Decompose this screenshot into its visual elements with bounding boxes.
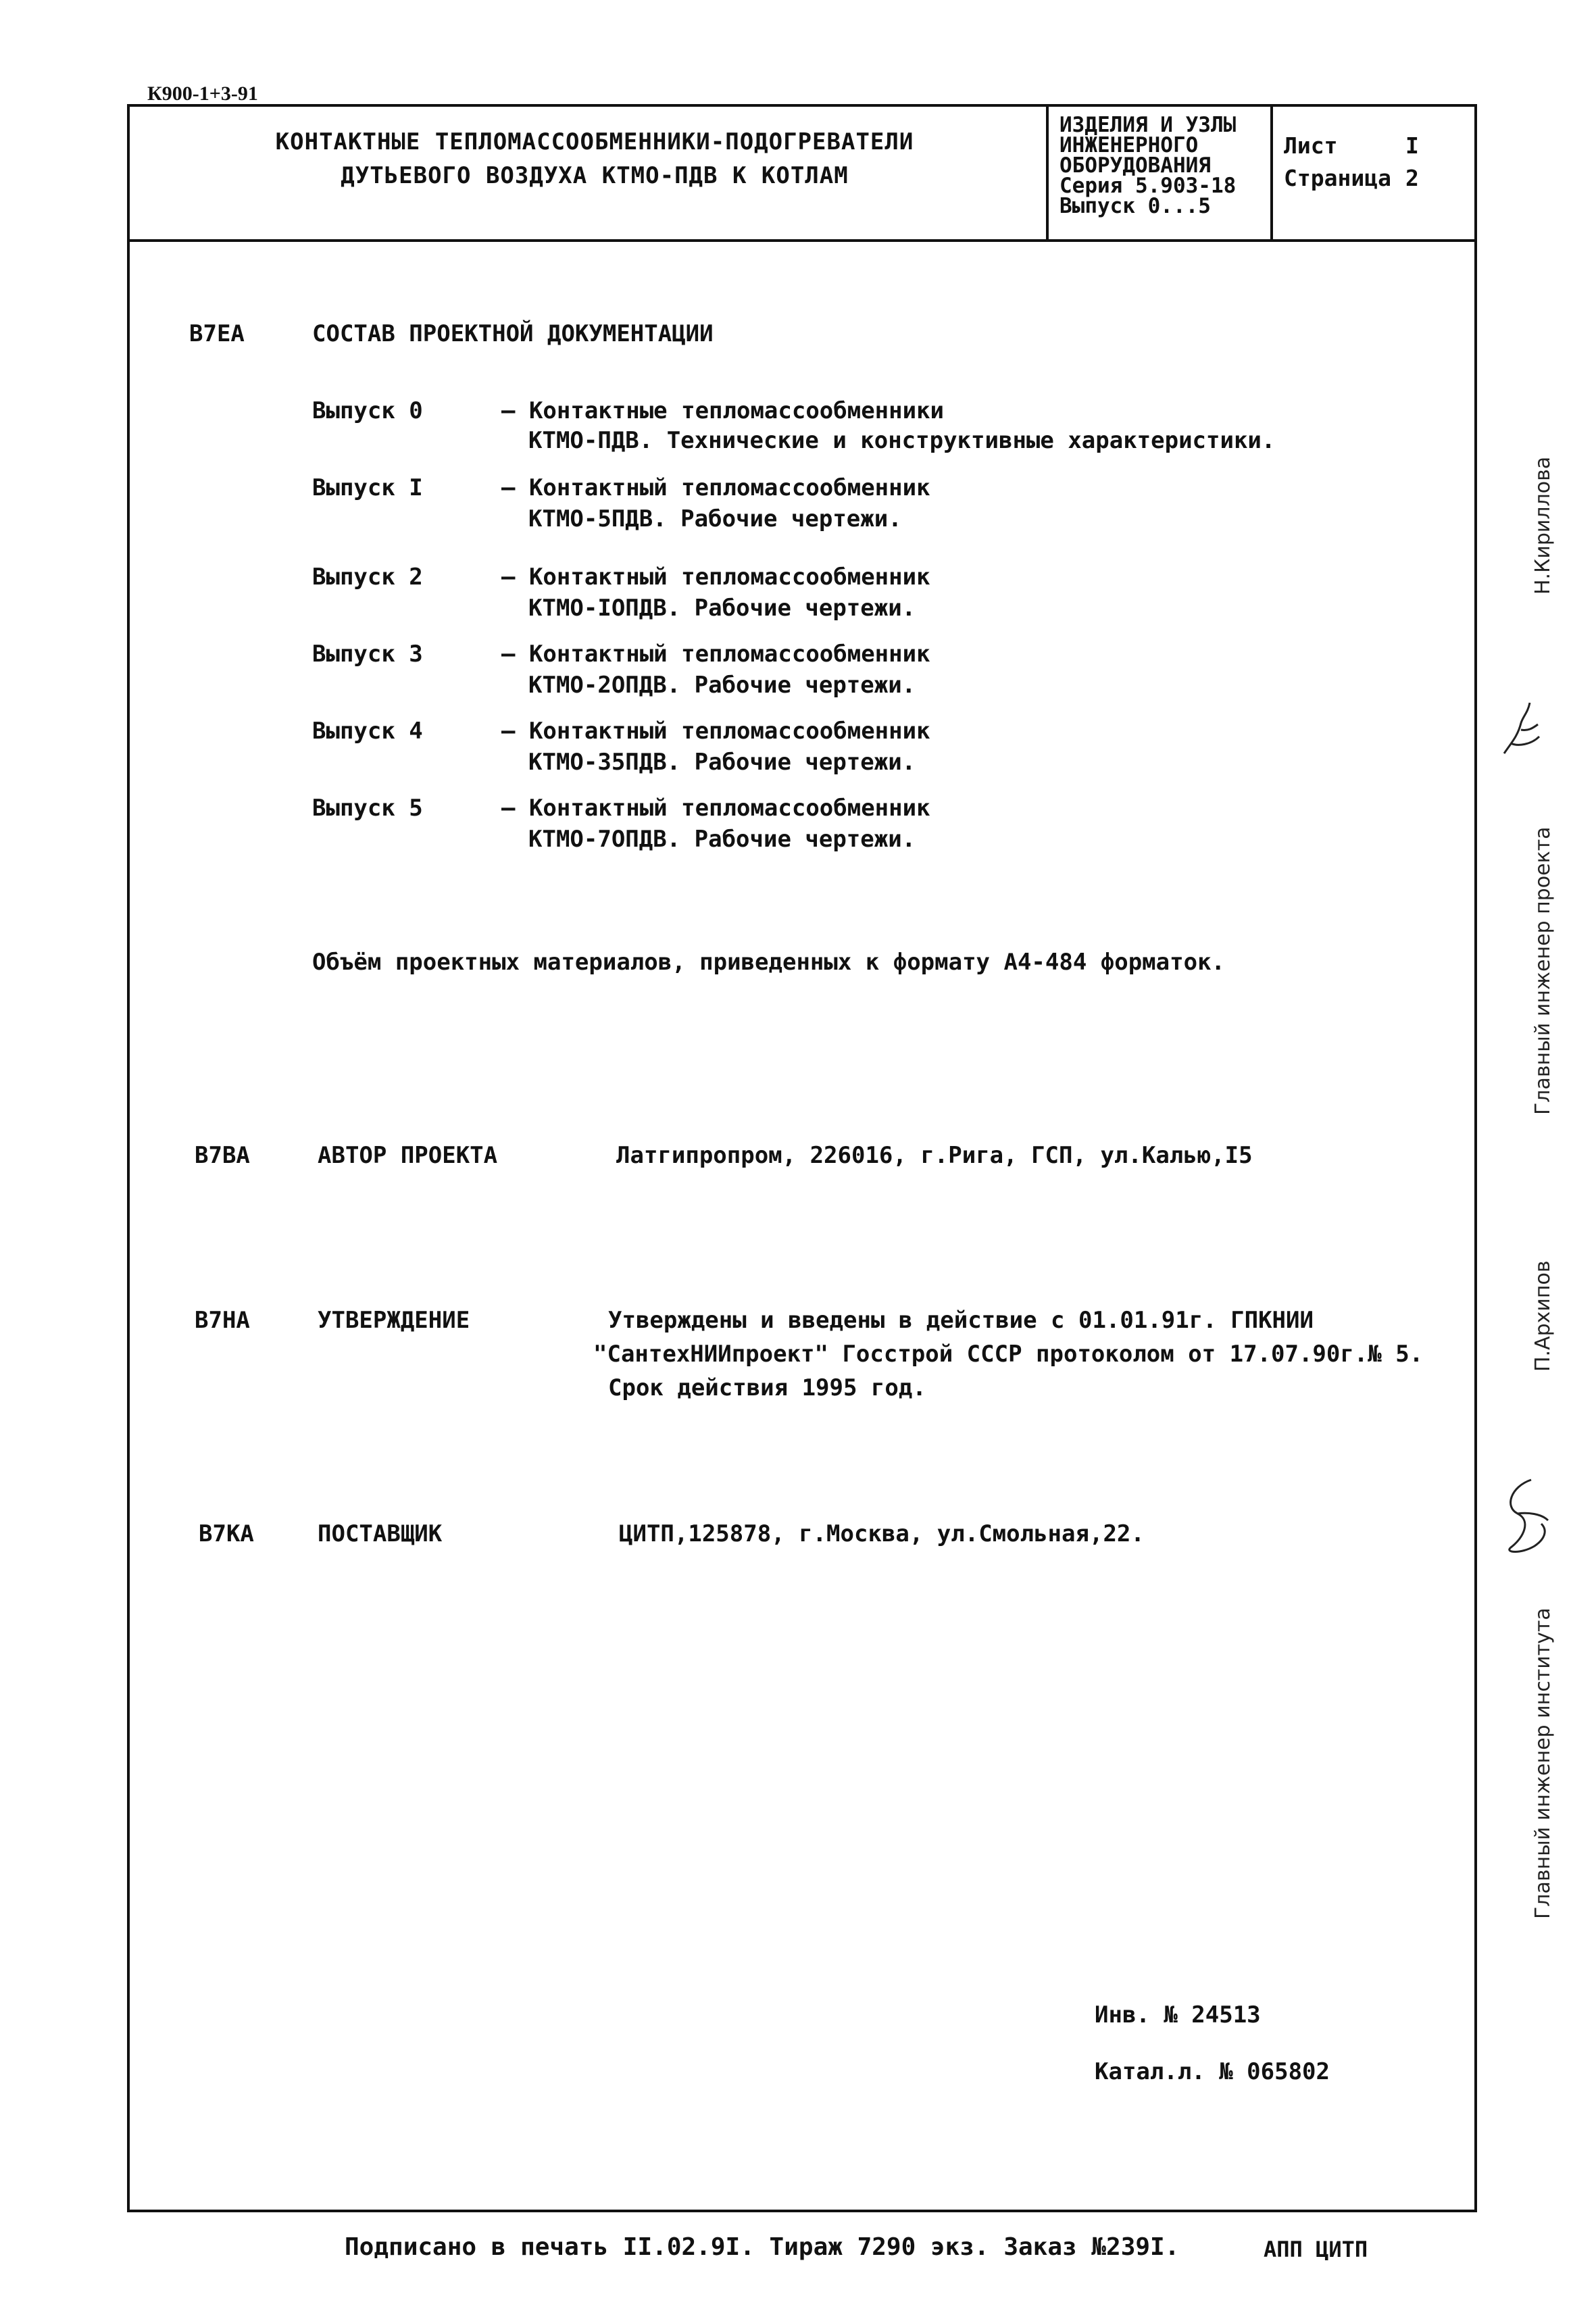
header-divider (127, 239, 1477, 242)
footer-print-info: Подписано в печать II.02.9I. Тираж 7290 экз. Заказ №239I. (345, 2233, 1180, 2261)
footer-publisher: АПП ЦИТП (1264, 2237, 1368, 2262)
header-title-line-1: КОНТАКТНЫЕ ТЕПЛОМАССООБМЕННИКИ-ПОДОГРЕВАТЕЛИ (275, 128, 914, 155)
supplier-code: В7КА (199, 1520, 254, 1547)
author-text: Латгипропром, 226016, г.Рига, ГСП, ул.Калью,I5 (616, 1142, 1253, 1169)
issue-2-line-2: КТМО-IОПДВ. Рабочие чертежи. (528, 595, 916, 622)
signature-arkhipov (1484, 1473, 1558, 1561)
issue-2-label: Выпуск 2 (312, 564, 423, 591)
author-code: В7ВА (195, 1142, 250, 1169)
issue-5-line-2: КТМО-7ОПДВ. Рабочие чертежи. (528, 826, 916, 853)
issue-5-line-1: – Контактный тепломассообменник (501, 795, 930, 822)
series-line-5: Выпуск 0...5 (1059, 194, 1211, 218)
side-name-arkhipov: П.Архипов (1531, 1260, 1555, 1372)
issue-0-line-2: КТМО-ПДВ. Технические и конструктивные характеристики. (528, 427, 1276, 454)
approval-line-2: "СантехНИИпроект" Госстрой СССР протоколом от 17.07.90г.№ 5. (593, 1341, 1424, 1368)
issue-1-line-2: КТМО-5ПДВ. Рабочие чертежи. (528, 505, 902, 532)
approval-title: УТВЕРЖДЕНИЕ (318, 1307, 470, 1334)
issue-1-line-1: – Контактный тепломассообменник (501, 474, 930, 501)
approval-line-3: Срок действия 1995 год. (608, 1374, 926, 1401)
supplier-text: ЦИТП,125878, г.Москва, ул.Смольная,22. (619, 1520, 1145, 1547)
page-label: Страница (1284, 165, 1391, 191)
issue-4-line-2: КТМО-35ПДВ. Рабочие чертежи. (528, 749, 916, 776)
supplier-title: ПОСТАВЩИК (318, 1520, 443, 1547)
composition-code: В7ЕА (189, 320, 245, 347)
author-title: АВТОР ПРОЕКТА (318, 1142, 498, 1169)
series-line-4: Серия 5.903-18 (1059, 174, 1237, 198)
issue-5-label: Выпуск 5 (312, 795, 423, 822)
issue-4-label: Выпуск 4 (312, 718, 423, 745)
document-code: К900-1+3-91 (147, 82, 258, 105)
page-number: 2 (1405, 165, 1419, 191)
header-title-line-2: ДУТЬЕВОГО ВОЗДУХА КТМО-ПДВ К КОТЛАМ (341, 162, 849, 189)
approval-code: В7НА (195, 1307, 250, 1334)
issue-0-line-1: – Контактные тепломассообменники (501, 397, 945, 424)
issue-3-line-2: КТМО-2ОПДВ. Рабочие чертежи. (528, 672, 916, 699)
catalog-number: Катал.л. № 065802 (1095, 2058, 1330, 2085)
inventory-number: Инв. № 24513 (1095, 2001, 1261, 2028)
volume-text: Объём проектных материалов, приведенных к формату А4-484 форматок. (312, 949, 1226, 976)
issue-3-line-1: – Контактный тепломассообменник (501, 641, 930, 668)
issue-1-label: Выпуск I (312, 474, 423, 501)
series-line-3: ОБОРУДОВАНИЯ (1059, 153, 1211, 178)
series-line-1: ИЗДЕЛИЯ И УЗЛЫ (1059, 113, 1237, 137)
side-name-kirillova: Н.Кириллова (1531, 456, 1555, 595)
issue-3-label: Выпуск 3 (312, 641, 423, 668)
issue-0-label: Выпуск 0 (312, 397, 423, 424)
composition-title: СОСТАВ ПРОЕКТНОЙ ДОКУМЕНТАЦИИ (312, 320, 714, 347)
sheet-label: Лист (1284, 132, 1338, 159)
side-role-chief-engineer-project: Главный инженер проекта (1531, 826, 1555, 1115)
side-role-chief-engineer-institute: Главный инженер института (1531, 1608, 1555, 1919)
approval-line-1: Утверждены и введены в действие с 01.01.91г. ГПКНИИ (608, 1307, 1314, 1334)
signature-kirillova (1491, 689, 1551, 764)
sheet-number: I (1405, 132, 1419, 159)
header-divider-vertical-1 (1046, 104, 1049, 241)
issue-4-line-1: – Контактный тепломассообменник (501, 718, 930, 745)
series-line-2: ИНЖЕНЕРНОГО (1059, 133, 1199, 157)
header-divider-vertical-2 (1270, 104, 1273, 241)
issue-2-line-1: – Контактный тепломассообменник (501, 564, 930, 591)
